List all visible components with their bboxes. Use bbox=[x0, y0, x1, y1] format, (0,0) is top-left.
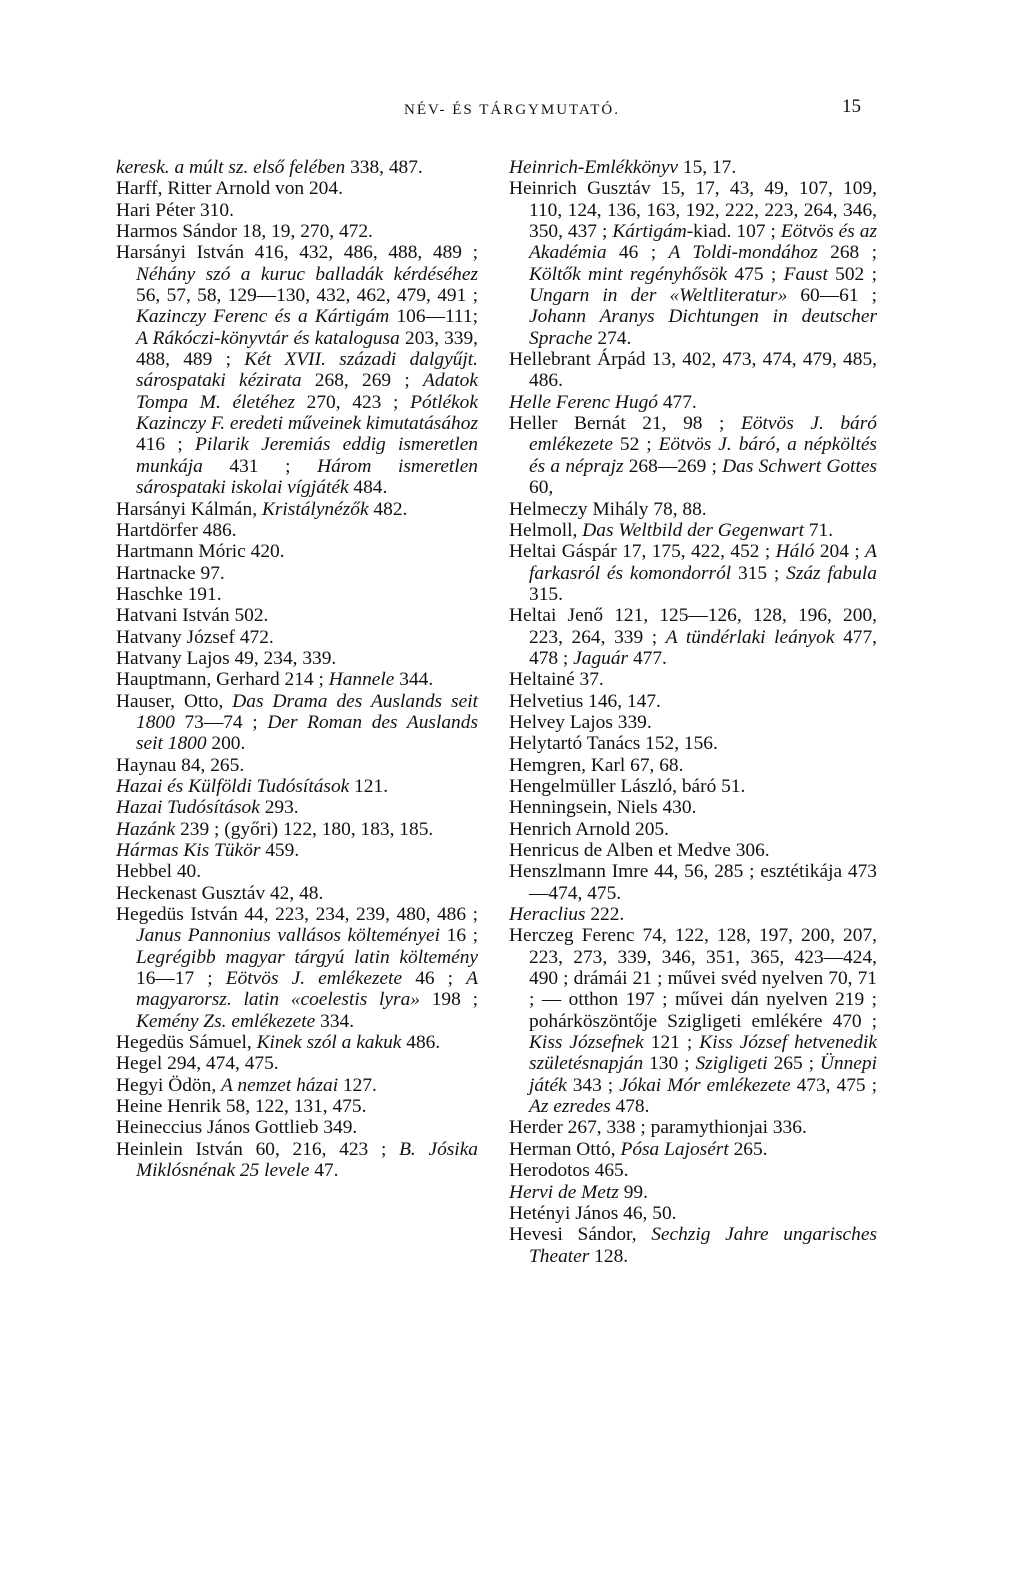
index-entry bbox=[509, 1160, 877, 1181]
index-entry-text: 315 ; bbox=[731, 562, 787, 584]
index-entry-text: 431 ; bbox=[202, 455, 318, 477]
index-entry-text: 265 ; bbox=[767, 1053, 820, 1075]
index-entry bbox=[509, 413, 877, 498]
index-entry bbox=[116, 1117, 478, 1138]
index-entry bbox=[509, 797, 877, 818]
index-entry bbox=[116, 157, 478, 178]
index-entry-text: Hatvani István 502. bbox=[116, 605, 269, 627]
index-entry-text: Hatvany József 472. bbox=[116, 626, 274, 648]
index-entry bbox=[116, 797, 478, 818]
index-entry-text: 315. bbox=[529, 583, 563, 605]
index-entry-text: Hartmann Móric 420. bbox=[116, 541, 285, 563]
index-entry-title: Das Drama des Auslands seit 1800 bbox=[136, 690, 478, 733]
index-entry-title: Kristálynézők bbox=[261, 498, 369, 520]
index-entry-text: 477. bbox=[628, 647, 667, 669]
index-entry-title: Kártigám bbox=[612, 221, 687, 243]
index-entry-text: 15, 17. bbox=[678, 157, 737, 178]
index-entry-title: Kemény Zs. emlékezete bbox=[136, 1010, 316, 1032]
index-entry-text: Heine Henrik 58, 122, 131, 475. bbox=[116, 1096, 367, 1118]
index-entry-text: 46 ; bbox=[402, 968, 467, 990]
index-entry bbox=[509, 712, 877, 733]
index-entry-title: Eötvös és az Akadémia bbox=[529, 221, 877, 264]
index-entry-title: Ünnepi játék bbox=[529, 1053, 877, 1096]
index-entry bbox=[116, 904, 478, 1032]
index-entry-title: Sechzig Jahre ungarisches Theater bbox=[529, 1224, 877, 1267]
index-entry bbox=[509, 605, 877, 669]
index-entry-title: Költők mint regényhősök bbox=[529, 263, 728, 285]
index-entry-text: 416 ; bbox=[136, 434, 195, 456]
index-entry-text: 293. bbox=[259, 797, 299, 819]
index-entry-text: 121. bbox=[349, 775, 389, 797]
index-entry-title: Hervi de Metz bbox=[509, 1181, 619, 1203]
index-entry bbox=[116, 1096, 478, 1117]
index-entry bbox=[509, 691, 877, 712]
index-entry-text: 47. bbox=[309, 1160, 339, 1182]
index-entry-text: Haynau 84, 265. bbox=[116, 754, 245, 776]
index-entry-text: Henricus de Alben et Medve 306. bbox=[509, 840, 770, 861]
index-entry bbox=[116, 178, 478, 199]
index-entry bbox=[116, 1139, 478, 1182]
index-entry-text: 334. bbox=[315, 1010, 355, 1032]
index-entry-title: Száz fabula bbox=[786, 562, 877, 584]
index-entry-text: 73—74 ; bbox=[174, 711, 268, 733]
index-entry-text: Herczeg Ferenc 74, 122, 128, 197, 200, 207, 223, 273, 339, 346, 351, 365, 423—424, 490 ; drámái 21 ; művei svéd nyelven 70, 71 ; — otthon 197 ; művei dán nyelven 219 ; pohárköszöntője Szigligeti emlékére 470 ; bbox=[509, 925, 877, 1032]
index-column-left bbox=[116, 157, 478, 1182]
index-entry bbox=[509, 755, 877, 776]
index-entry-text: Hemgren, Karl 67, 68. bbox=[509, 754, 684, 776]
index-entry-text: Hegyi Ödön, bbox=[116, 1074, 222, 1096]
index-entry-text: 274. bbox=[592, 327, 632, 349]
index-entry bbox=[116, 1075, 478, 1096]
index-entry bbox=[509, 1117, 877, 1138]
index-entry-title: A magyarorsz. latin «coelestis lyra» bbox=[136, 968, 478, 1011]
index-entry-text: 270, 423 ; bbox=[294, 391, 411, 413]
index-entry bbox=[509, 392, 877, 413]
index-entry bbox=[509, 1139, 877, 1160]
index-entry-title: Faust bbox=[783, 263, 828, 285]
index-entry-text: Hartnacke 97. bbox=[116, 562, 225, 584]
index-entry-title: Heinrich-Emlékkönyv bbox=[509, 157, 679, 178]
index-entry-title: Das Schwert Gottes bbox=[722, 455, 877, 477]
index-entry-text: 203, 339, 488, 489 ; bbox=[136, 327, 479, 371]
index-entry-title: Janus Pannonius vallásos költeményei bbox=[136, 925, 441, 947]
index-entry-text: Hellebrant Árpád 13, 402, 473, 474, 479, 485, 486. bbox=[509, 349, 877, 392]
index-entry-text: Helvetius 146, 147. bbox=[509, 690, 661, 712]
index-entry-text: Hauptmann, Gerhard 214 ; bbox=[116, 669, 329, 691]
index-entry bbox=[116, 1032, 478, 1053]
index-entry-text: Heller Bernát 21, 98 ; bbox=[509, 413, 741, 435]
index-entry-text: 475 ; bbox=[727, 263, 784, 285]
index-entry-title: Pilarik Jeremiás eddig ismeretlen munkája bbox=[136, 434, 479, 477]
index-entry-text: Hartdörfer 486. bbox=[116, 519, 237, 541]
index-entry-title: keresk. a múlt sz. első felében bbox=[116, 157, 346, 178]
index-entry-text: Henszlmann Imre 44, 56, 285 ; esztétikája 473—474, 475. bbox=[509, 861, 877, 904]
index-entry bbox=[509, 925, 877, 1117]
index-entry-title: Hazai és Külföldi Tudósítások bbox=[116, 775, 350, 797]
index-entry-text: Heltai Jenő 121, 125—126, 128, 196, 200, 223, 264, 339 ; bbox=[509, 605, 877, 648]
index-entry-text: Helmeczy Mihály 78, 88. bbox=[509, 498, 707, 520]
index-entry bbox=[509, 520, 877, 541]
index-entry-title: Kazinczy Ferenc és a Kártigám bbox=[136, 306, 390, 328]
index-entry-text: Heckenast Gusztáv 42, 48. bbox=[116, 882, 324, 904]
index-entry-text: Heinlein István 60, 216, 423 ; bbox=[116, 1138, 400, 1160]
index-entry-title: A nemzet házai bbox=[221, 1074, 339, 1096]
index-entry-title: A Toldi-mondához bbox=[668, 242, 818, 264]
index-entry bbox=[509, 819, 877, 840]
index-entry-text: 477, 478 ; bbox=[529, 626, 878, 669]
index-entry-title: A farkasról és komondorról bbox=[529, 541, 877, 584]
index-entry-title: Két XVII. századi dalgyűjt. sárospataki kézirata bbox=[136, 349, 479, 392]
index-entry-text: Hegedüs Sámuel, bbox=[116, 1032, 257, 1054]
index-entry bbox=[509, 349, 877, 392]
index-entry-title: Kiss József hetvenedik születésnapján bbox=[529, 1032, 877, 1075]
index-entry-text: 268—269 ; bbox=[623, 455, 723, 477]
index-entry-title: Helle Ferenc Hugó bbox=[509, 391, 658, 413]
index-entry-title: B. Jósika Miklósnénak 25 levele bbox=[136, 1138, 479, 1182]
index-entry-text: 16 ; bbox=[440, 925, 478, 947]
index-entry-title: Az ezredes bbox=[529, 1096, 611, 1118]
index-entry-text: 484. bbox=[348, 477, 388, 499]
index-entry-text: 268, 269 ; bbox=[301, 370, 424, 392]
index-entry-text: 343 ; bbox=[566, 1074, 620, 1096]
index-entry-title: Hármas Kis Tükör bbox=[116, 840, 261, 861]
index-entry-text: 200. bbox=[206, 733, 246, 755]
index-entry-text: 198 ; bbox=[419, 989, 478, 1011]
index-entry bbox=[509, 861, 877, 904]
index-entry-text: Helvey Lajos 339. bbox=[509, 711, 652, 733]
index-entry bbox=[509, 904, 877, 925]
index-entry bbox=[116, 669, 478, 690]
index-entry bbox=[116, 1053, 478, 1074]
index-entry-title: Eötvös J. báró emlékezete bbox=[529, 413, 877, 456]
index-entry-text: Herman Ottó, bbox=[509, 1138, 621, 1160]
index-entry-title: Szigligeti bbox=[695, 1053, 768, 1075]
index-entry bbox=[509, 1182, 877, 1203]
index-entry-title: Pótlékok Kazinczy F. eredeti műveinek kimutatásához bbox=[136, 391, 478, 435]
index-entry-title: Hannele bbox=[328, 669, 395, 691]
index-entry-text: 239 ; (győri) 122, 180, 183, 185. bbox=[175, 818, 434, 840]
index-entry bbox=[116, 819, 478, 840]
index-entry bbox=[116, 200, 478, 221]
index-entry-title: Das Weltbild der Gegenwart bbox=[582, 519, 804, 541]
index-entry-text: Hetényi János 46, 50. bbox=[509, 1202, 677, 1224]
index-entry-text: Herder 267, 338 ; paramythionjai 336. bbox=[509, 1117, 807, 1139]
index-entry-text: 106—111; bbox=[389, 306, 478, 328]
index-entry bbox=[509, 776, 877, 797]
index-entry bbox=[116, 541, 478, 562]
index-entry bbox=[116, 563, 478, 584]
index-entry-text: 477. bbox=[657, 391, 697, 413]
index-entry-text: 71. bbox=[803, 519, 834, 541]
index-entry-title: Heraclius bbox=[509, 904, 586, 926]
index-entry-text: 222. bbox=[585, 904, 625, 926]
running-title: NÉV- ÉS TÁRGYMUTATÓ. bbox=[404, 102, 620, 118]
index-entry-text: 459. bbox=[260, 840, 300, 861]
index-entry-title: Pósa Lajosért bbox=[620, 1138, 729, 1160]
index-entry-title: Adatok Tompa M. életéhez bbox=[136, 370, 478, 413]
index-entry bbox=[116, 861, 478, 882]
index-entry-text: 473, 475 ; bbox=[790, 1074, 877, 1096]
index-entry-text: 121 ; bbox=[643, 1032, 700, 1054]
index-entry bbox=[509, 669, 877, 690]
index-entry-title: Jókai Mór emlékezete bbox=[619, 1074, 791, 1096]
index-entry-text: 204 ; bbox=[814, 541, 866, 563]
index-entry-text: Heltainé 37. bbox=[509, 669, 604, 691]
index-entry-text: 16—17 ; bbox=[136, 968, 226, 990]
index-entry bbox=[116, 648, 478, 669]
index-entry bbox=[116, 605, 478, 626]
index-entry bbox=[116, 499, 478, 520]
index-entry-title: Kinek szól a kakuk bbox=[256, 1032, 402, 1054]
index-entry bbox=[509, 499, 877, 520]
index-entry-text: Hegel 294, 474, 475. bbox=[116, 1053, 279, 1075]
index-entry-text: 60, bbox=[529, 477, 554, 499]
index-entry-title: Jaguár bbox=[573, 647, 629, 669]
index-entry-text: Hebbel 40. bbox=[116, 861, 202, 883]
index-entry-title: Der Roman des Auslands seit 1800 bbox=[136, 711, 478, 755]
index-entry-text: Henrich Arnold 205. bbox=[509, 818, 669, 840]
index-entry-text: Heinrich Gusztáv 15, 17, 43, 49, 107, 109, 110, 124, 136, 163, 192, 222, 223, 264, 346, 350, 437 ; bbox=[509, 178, 877, 243]
index-entry-title: Hazánk bbox=[116, 818, 176, 840]
index-entry bbox=[509, 1224, 877, 1267]
index-entry-text: Heltai Gáspár 17, 175, 422, 452 ; bbox=[509, 541, 776, 563]
index-entry-text: 478. bbox=[610, 1096, 650, 1118]
index-entry-text: 56, 57, 58, 129—130, 432, 462, 479, 491 ; bbox=[136, 285, 478, 307]
index-entry bbox=[509, 1203, 877, 1224]
index-entry-title: A Rákóczi-könyvtár és katalogusa bbox=[136, 327, 400, 349]
index-entry-text: Hari Péter 310. bbox=[116, 199, 234, 221]
index-entry-text: Helytartó Tanács 152, 156. bbox=[509, 733, 718, 755]
index-entry-text: Herodotos 465. bbox=[509, 1160, 629, 1182]
index-entry-text: Hegedüs István 44, 223, 234, 239, 480, 486 ; bbox=[116, 904, 478, 926]
index-entry bbox=[509, 178, 877, 349]
index-entry-title: A tündérlaki leányok bbox=[665, 626, 835, 648]
page-number: 15 bbox=[842, 96, 861, 117]
index-entry-title: Kiss Józsefnek bbox=[529, 1032, 644, 1054]
index-entry-text: 344. bbox=[394, 669, 434, 691]
index-entry bbox=[509, 157, 877, 178]
index-entry bbox=[116, 776, 478, 797]
index-entry-text: 52 ; bbox=[612, 434, 659, 456]
index-entry-text: Hatvany Lajos 49, 234, 339. bbox=[116, 647, 337, 669]
index-entry-text: 268 ; bbox=[817, 242, 877, 264]
index-entry-title: Eötvös J. emlékezete bbox=[225, 968, 403, 990]
index-entry bbox=[509, 733, 877, 754]
index-entry bbox=[116, 883, 478, 904]
index-entry bbox=[116, 755, 478, 776]
index-entry bbox=[116, 840, 478, 861]
index-entry bbox=[116, 242, 478, 498]
index-entry-text: 486. bbox=[401, 1032, 441, 1054]
index-entry bbox=[116, 627, 478, 648]
index-entry bbox=[116, 584, 478, 605]
index-entry-text: 502 ; bbox=[827, 263, 877, 285]
index-entry bbox=[116, 221, 478, 242]
page-header bbox=[0, 92, 1024, 122]
index-entry-text: Harsányi Kálmán, bbox=[116, 498, 262, 520]
index-entry-text: Harff, Ritter Arnold von 204. bbox=[116, 178, 343, 200]
index-entry-title: Három ismeretlen sárospataki iskolai vígjáték bbox=[136, 455, 478, 499]
index-entry-text: Harmos Sándor 18, 19, 270, 472. bbox=[116, 221, 373, 243]
index-entry-text: Hauser, Otto, bbox=[116, 690, 233, 712]
index-entry-title: Háló bbox=[775, 541, 815, 563]
index-entry-text: 99. bbox=[618, 1181, 648, 1203]
index-entry-text: 60—61 ; bbox=[787, 285, 877, 307]
index-entry bbox=[116, 691, 478, 755]
index-entry-text: Harsányi István 416, 432, 486, 488, 489 ; bbox=[116, 242, 478, 264]
index-entry-title: Legrégibb magyar tárgyú latin költemény bbox=[136, 946, 478, 968]
index-entry-text: 128. bbox=[589, 1245, 629, 1267]
index-entry-text: 482. bbox=[368, 498, 408, 520]
index-entry-title: Hazai Tudósítások bbox=[116, 797, 260, 819]
index-entry bbox=[116, 520, 478, 541]
index-entry-text: Hengelmüller László, báró 51. bbox=[509, 775, 746, 797]
index-entry bbox=[509, 840, 877, 861]
index-entry-text: Henningsein, Niels 430. bbox=[509, 797, 697, 819]
index-entry-text: Hevesi Sándor, bbox=[509, 1224, 652, 1246]
index-entry-title: Johann Aranys Dichtungen in deutscher Sprache bbox=[529, 306, 877, 349]
index-entry-text: 46 ; bbox=[606, 242, 669, 264]
index-entry-text: 338, 487. bbox=[345, 157, 423, 178]
index-entry-title: Eötvös J. báró, a népköltés és a néprajz bbox=[529, 434, 877, 477]
index-entry-text: Haschke 191. bbox=[116, 583, 222, 605]
index-entry-title: Ungarn in der «Weltliteratur» bbox=[529, 285, 788, 307]
index-entry bbox=[509, 541, 877, 605]
index-entry-text: -kiad. 107 ; bbox=[686, 221, 781, 243]
index-entry-text: 127. bbox=[338, 1074, 377, 1096]
index-entry-text: 265. bbox=[728, 1138, 768, 1160]
index-column-right bbox=[509, 157, 877, 1267]
index-entry-text: Helmoll, bbox=[509, 519, 583, 541]
index-entry-text: Heineccius János Gottlieb 349. bbox=[116, 1117, 358, 1139]
index-entry-text: 130 ; bbox=[643, 1053, 696, 1075]
index-entry-title: Néhány szó a kuruc balladák kérdéséhez bbox=[136, 263, 478, 285]
